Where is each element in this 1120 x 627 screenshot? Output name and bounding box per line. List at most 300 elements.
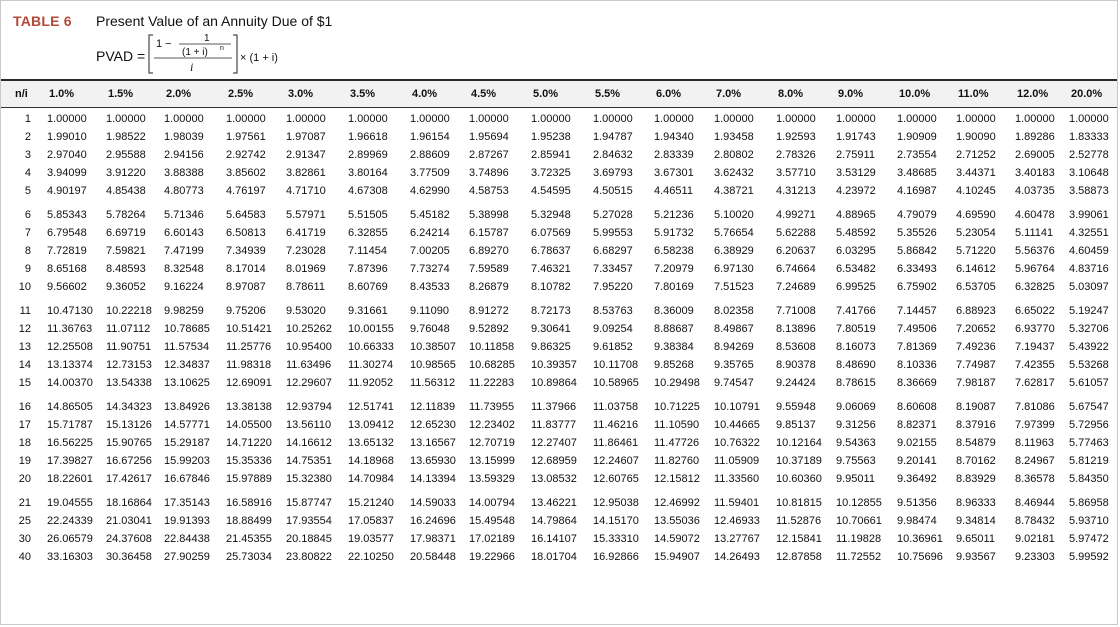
pv-cell: 14.70984 bbox=[348, 473, 394, 485]
pv-cell: 11.57534 bbox=[164, 341, 210, 353]
pv-cell: 5.93710 bbox=[1069, 515, 1109, 527]
header-rate-col: 7.0% bbox=[716, 88, 742, 100]
pv-cell: 1.99010 bbox=[47, 131, 87, 143]
period-cell: 12 bbox=[18, 323, 31, 335]
pv-cell: 11.07112 bbox=[106, 323, 151, 335]
pv-cell: 15.29187 bbox=[164, 437, 210, 449]
pv-cell: 8.72173 bbox=[531, 305, 571, 317]
header-rate-col: 11.0% bbox=[958, 88, 989, 100]
pv-cell: 5.91732 bbox=[654, 227, 694, 239]
pv-cell: 2.80802 bbox=[714, 149, 754, 161]
pv-cell: 7.19437 bbox=[1015, 341, 1055, 353]
pv-cell: 10.00155 bbox=[348, 323, 394, 335]
pv-cell: 23.80822 bbox=[286, 551, 332, 563]
pv-cell: 8.36669 bbox=[897, 377, 937, 389]
pvad-formula bbox=[96, 31, 296, 80]
pv-cell: 13.84926 bbox=[164, 401, 210, 413]
pv-cell: 8.53608 bbox=[776, 341, 816, 353]
pv-cell: 25.73034 bbox=[226, 551, 272, 563]
pv-cell: 11.19828 bbox=[836, 533, 882, 545]
pv-cell: 5.27028 bbox=[593, 209, 633, 221]
table-row bbox=[1, 225, 1119, 243]
pv-cell: 10.75696 bbox=[897, 551, 943, 563]
pv-cell: 6.14612 bbox=[956, 263, 996, 275]
pv-cell: 5.78264 bbox=[106, 209, 146, 221]
pv-cell: 7.42355 bbox=[1015, 359, 1055, 371]
pv-cell: 3.88388 bbox=[164, 167, 204, 179]
pv-cell: 19.91393 bbox=[164, 515, 210, 527]
pv-cell: 21.45355 bbox=[226, 533, 272, 545]
pv-cell: 10.66333 bbox=[348, 341, 394, 353]
pv-cell: 8.10336 bbox=[897, 359, 937, 371]
period-cell: 4 bbox=[24, 167, 31, 179]
pv-cell: 8.19087 bbox=[956, 401, 996, 413]
pv-cell: 10.95400 bbox=[286, 341, 332, 353]
header-rate-col: 3.5% bbox=[350, 88, 376, 100]
table-row bbox=[1, 279, 1119, 297]
period-cell: 10 bbox=[18, 281, 31, 293]
pv-cell: 1.00000 bbox=[47, 113, 87, 125]
pv-cell: 9.34814 bbox=[956, 515, 996, 527]
pv-cell: 22.84438 bbox=[164, 533, 210, 545]
table-row bbox=[1, 111, 1119, 129]
pv-cell: 2.89969 bbox=[348, 149, 388, 161]
pv-cell: 15.90765 bbox=[106, 437, 152, 449]
pv-cell: 10.44665 bbox=[714, 419, 760, 431]
period-cell: 40 bbox=[18, 551, 31, 563]
pv-cell: 15.32380 bbox=[286, 473, 332, 485]
pv-cell: 2.95588 bbox=[106, 149, 146, 161]
formula-one-minus: 1 − bbox=[156, 38, 172, 50]
pv-cell: 7.20979 bbox=[654, 263, 694, 275]
pv-cell: 11.73955 bbox=[469, 401, 515, 413]
pv-cell: 5.84350 bbox=[1069, 473, 1109, 485]
pv-cell: 12.93794 bbox=[286, 401, 332, 413]
pv-cell: 10.81815 bbox=[776, 497, 822, 509]
pv-cell: 4.38721 bbox=[714, 185, 754, 197]
table-row bbox=[1, 549, 1119, 567]
pv-cell: 6.78637 bbox=[531, 245, 571, 257]
pv-cell: 3.67301 bbox=[654, 167, 694, 179]
pv-cell: 13.27767 bbox=[714, 533, 760, 545]
table-row bbox=[1, 435, 1119, 453]
pv-cell: 6.41719 bbox=[286, 227, 326, 239]
period-cell: 3 bbox=[24, 149, 31, 161]
pv-cell: 1.00000 bbox=[1069, 113, 1109, 125]
right-bracket bbox=[233, 35, 237, 73]
pv-cell: 8.24967 bbox=[1015, 455, 1055, 467]
pv-cell: 8.96333 bbox=[956, 497, 996, 509]
pv-cell: 1.00000 bbox=[654, 113, 694, 125]
pv-cell: 24.37608 bbox=[106, 533, 152, 545]
pv-cell: 12.51741 bbox=[348, 401, 394, 413]
pv-cell: 10.89864 bbox=[531, 377, 577, 389]
pv-cell: 9.35765 bbox=[714, 359, 754, 371]
pv-cell: 10.38507 bbox=[410, 341, 456, 353]
pv-cell: 5.64583 bbox=[226, 209, 266, 221]
pv-cell: 10.11708 bbox=[593, 359, 639, 371]
pv-cell: 5.38998 bbox=[469, 209, 509, 221]
pv-cell: 10.11858 bbox=[469, 341, 515, 353]
pv-cell: 5.48592 bbox=[836, 227, 876, 239]
pv-cell: 5.11141 bbox=[1015, 227, 1054, 239]
pv-cell: 9.24424 bbox=[776, 377, 816, 389]
pv-cell: 15.71787 bbox=[47, 419, 93, 431]
table-row bbox=[1, 399, 1119, 417]
formula-exponent: n bbox=[220, 45, 224, 52]
header-rate-col: 8.0% bbox=[778, 88, 804, 100]
pv-cell: 1.92593 bbox=[776, 131, 816, 143]
pv-cell: 5.57971 bbox=[286, 209, 326, 221]
header-rate-col: 10.0% bbox=[899, 88, 931, 100]
pv-cell: 15.87747 bbox=[286, 497, 332, 509]
header-rate-col: 5.0% bbox=[533, 88, 559, 100]
pv-cell: 11.33560 bbox=[714, 473, 760, 485]
pv-cell: 5.85343 bbox=[47, 209, 87, 221]
pv-cell: 13.46221 bbox=[531, 497, 577, 509]
pv-cell: 7.23028 bbox=[286, 245, 326, 257]
pv-cell: 17.98371 bbox=[410, 533, 456, 545]
pv-cell: 9.51356 bbox=[897, 497, 937, 509]
pv-cell: 7.47199 bbox=[164, 245, 204, 257]
pv-cell: 6.50813 bbox=[226, 227, 266, 239]
pv-cell: 10.98565 bbox=[410, 359, 456, 371]
pv-cell: 7.51523 bbox=[714, 281, 754, 293]
pv-cell: 7.80519 bbox=[836, 323, 876, 335]
pv-cell: 1.00000 bbox=[469, 113, 509, 125]
pv-cell: 5.86842 bbox=[897, 245, 937, 257]
pv-cell: 6.20637 bbox=[776, 245, 816, 257]
pv-cell: 10.39357 bbox=[531, 359, 577, 371]
table-row bbox=[1, 303, 1119, 321]
pv-cell: 9.98474 bbox=[897, 515, 937, 527]
pv-cell: 1.00000 bbox=[410, 113, 450, 125]
formula-graphic bbox=[96, 31, 296, 77]
pv-cell: 20.18845 bbox=[286, 533, 332, 545]
left-bracket bbox=[149, 35, 153, 73]
pv-cell: 9.85268 bbox=[654, 359, 694, 371]
pv-cell: 13.15999 bbox=[469, 455, 515, 467]
pv-cell: 9.02181 bbox=[1015, 533, 1055, 545]
pv-cell: 3.94099 bbox=[47, 167, 87, 179]
pv-cell: 8.10782 bbox=[531, 281, 571, 293]
pv-cell: 22.10250 bbox=[348, 551, 394, 563]
pv-cell: 3.44371 bbox=[956, 167, 996, 179]
pv-cell: 3.58873 bbox=[1069, 185, 1109, 197]
pv-cell: 17.05837 bbox=[348, 515, 394, 527]
pv-cell: 5.86958 bbox=[1069, 497, 1109, 509]
pv-cell: 5.71220 bbox=[956, 245, 996, 257]
header-rate-col: 12.0% bbox=[1017, 88, 1049, 100]
period-cell: 13 bbox=[18, 341, 31, 353]
pv-cell: 7.20652 bbox=[956, 323, 996, 335]
pv-cell: 6.24214 bbox=[410, 227, 450, 239]
pv-cell: 1.95238 bbox=[531, 131, 571, 143]
header-rate-col: 5.5% bbox=[595, 88, 621, 100]
formula-multiplier: × (1 + i) bbox=[240, 52, 278, 64]
pv-cell: 12.87858 bbox=[776, 551, 822, 563]
pv-cell: 14.05500 bbox=[226, 419, 272, 431]
pv-cell: 11.05909 bbox=[714, 455, 760, 467]
table-row bbox=[1, 261, 1119, 279]
pv-cell: 6.93770 bbox=[1015, 323, 1055, 335]
table-row bbox=[1, 513, 1119, 531]
pv-cell: 3.10648 bbox=[1069, 167, 1109, 179]
pv-cell: 14.71220 bbox=[226, 437, 272, 449]
pv-cell: 7.49506 bbox=[897, 323, 937, 335]
pv-cell: 6.53705 bbox=[956, 281, 996, 293]
pv-cell: 1.98039 bbox=[164, 131, 204, 143]
pv-cell: 10.71225 bbox=[654, 401, 700, 413]
pv-cell: 8.48593 bbox=[106, 263, 146, 275]
pv-cell: 9.55948 bbox=[776, 401, 816, 413]
pv-cell: 8.37916 bbox=[956, 419, 996, 431]
pv-cell: 10.70661 bbox=[836, 515, 882, 527]
pv-cell: 13.16567 bbox=[410, 437, 456, 449]
pv-cell: 4.69590 bbox=[956, 209, 996, 221]
pv-cell: 7.46321 bbox=[531, 263, 571, 275]
pv-cell: 9.06069 bbox=[836, 401, 876, 413]
pv-cell: 14.75351 bbox=[286, 455, 332, 467]
header-rate-col: 1.0% bbox=[49, 88, 75, 100]
pv-cell: 9.85137 bbox=[776, 419, 816, 431]
pv-cell: 12.27407 bbox=[531, 437, 577, 449]
pv-cell: 8.46944 bbox=[1015, 497, 1055, 509]
pv-cell: 3.69793 bbox=[593, 167, 633, 179]
pv-cell: 17.02189 bbox=[469, 533, 515, 545]
pv-cell: 5.96764 bbox=[1015, 263, 1055, 275]
pv-cell: 8.13896 bbox=[776, 323, 816, 335]
pv-cell: 12.65230 bbox=[410, 419, 456, 431]
table-row bbox=[1, 129, 1119, 147]
pv-cell: 4.62990 bbox=[410, 185, 450, 197]
pv-cell: 4.16987 bbox=[897, 185, 937, 197]
pv-cell: 1.89286 bbox=[1015, 131, 1055, 143]
pv-cell: 10.25262 bbox=[286, 323, 332, 335]
pv-cell: 17.35143 bbox=[164, 497, 210, 509]
pv-cell: 12.69091 bbox=[226, 377, 272, 389]
pv-cell: 10.68285 bbox=[469, 359, 515, 371]
pv-cell: 4.31213 bbox=[776, 185, 816, 197]
pv-cell: 8.32548 bbox=[164, 263, 204, 275]
pv-cell: 3.85602 bbox=[226, 167, 266, 179]
pv-cell: 5.99553 bbox=[593, 227, 633, 239]
pv-cell: 9.31256 bbox=[836, 419, 876, 431]
pv-cell: 14.16612 bbox=[286, 437, 332, 449]
pv-cell: 8.65168 bbox=[47, 263, 87, 275]
pv-cell: 16.58916 bbox=[226, 497, 272, 509]
pv-cell: 9.20141 bbox=[897, 455, 937, 467]
pv-cell: 14.86505 bbox=[47, 401, 93, 413]
pv-cell: 11.92052 bbox=[348, 377, 394, 389]
pv-cell: 8.17014 bbox=[226, 263, 266, 275]
pv-cell: 5.21236 bbox=[654, 209, 694, 221]
pv-cell: 12.15841 bbox=[776, 533, 822, 545]
pv-cell: 1.98522 bbox=[106, 131, 146, 143]
pv-cell: 2.87267 bbox=[469, 149, 509, 161]
pv-cell: 13.65132 bbox=[348, 437, 394, 449]
pv-cell: 15.49548 bbox=[469, 515, 515, 527]
pv-cell: 12.95038 bbox=[593, 497, 639, 509]
pv-cell: 5.97472 bbox=[1069, 533, 1109, 545]
pv-cell: 8.78611 bbox=[286, 281, 325, 293]
pv-cell: 1.00000 bbox=[226, 113, 266, 125]
pv-cell: 2.88609 bbox=[410, 149, 450, 161]
pv-cell: 9.38384 bbox=[654, 341, 694, 353]
pv-cell: 14.57771 bbox=[164, 419, 210, 431]
pv-cell: 1.90909 bbox=[897, 131, 937, 143]
table-row bbox=[1, 207, 1119, 225]
period-cell: 7 bbox=[24, 227, 31, 239]
pv-cell: 1.97087 bbox=[286, 131, 326, 143]
pv-cell: 7.59589 bbox=[469, 263, 509, 275]
pv-cell: 9.16224 bbox=[164, 281, 204, 293]
pv-cell: 9.36052 bbox=[106, 281, 146, 293]
pv-cell: 9.11090 bbox=[410, 305, 449, 317]
pv-cell: 9.53020 bbox=[286, 305, 326, 317]
pv-cell: 8.49867 bbox=[714, 323, 754, 335]
pv-cell: 11.72552 bbox=[836, 551, 882, 563]
table-row bbox=[1, 357, 1119, 375]
pv-cell: 6.79548 bbox=[47, 227, 87, 239]
pv-cell: 7.59821 bbox=[106, 245, 146, 257]
pv-cell: 13.10625 bbox=[164, 377, 210, 389]
pv-cell: 18.01704 bbox=[531, 551, 577, 563]
pv-cell: 26.06579 bbox=[47, 533, 93, 545]
pv-cell: 16.92866 bbox=[593, 551, 639, 563]
pv-cell: 14.00794 bbox=[469, 497, 515, 509]
header-rate-col: 2.5% bbox=[228, 88, 254, 100]
pv-cell: 4.10245 bbox=[956, 185, 996, 197]
pv-cell: 8.88687 bbox=[654, 323, 694, 335]
pv-cell: 5.35526 bbox=[897, 227, 937, 239]
pv-cell: 8.11963 bbox=[1015, 437, 1054, 449]
pv-cell: 2.84632 bbox=[593, 149, 633, 161]
pv-cell: 3.40183 bbox=[1015, 167, 1055, 179]
pv-cell: 11.03758 bbox=[593, 401, 639, 413]
pv-cell: 3.72325 bbox=[531, 167, 571, 179]
pv-cell: 4.67308 bbox=[348, 185, 388, 197]
pv-cell: 3.48685 bbox=[897, 167, 937, 179]
pv-cell: 15.13126 bbox=[106, 419, 152, 431]
pv-cell: 11.22283 bbox=[469, 377, 515, 389]
header-rate-col: 4.0% bbox=[412, 88, 438, 100]
pv-cell: 2.92742 bbox=[226, 149, 266, 161]
pv-cell: 11.86461 bbox=[593, 437, 639, 449]
pv-cell: 2.91347 bbox=[286, 149, 326, 161]
pv-cell: 12.46933 bbox=[714, 515, 760, 527]
pv-cell: 11.10590 bbox=[654, 419, 700, 431]
pv-cell: 5.32948 bbox=[531, 209, 571, 221]
period-cell: 2 bbox=[24, 131, 31, 143]
pv-cell: 8.26879 bbox=[469, 281, 509, 293]
pv-cell: 12.29607 bbox=[286, 377, 332, 389]
period-cell: 21 bbox=[18, 497, 31, 509]
pv-cell: 1.00000 bbox=[1015, 113, 1055, 125]
pv-cell: 4.60459 bbox=[1069, 245, 1109, 257]
table-row bbox=[1, 531, 1119, 549]
pv-cell: 16.67256 bbox=[106, 455, 152, 467]
period-cell: 6 bbox=[24, 209, 31, 221]
pv-cell: 8.91272 bbox=[469, 305, 509, 317]
pv-cell: 10.58965 bbox=[593, 377, 639, 389]
pv-cell: 15.97889 bbox=[226, 473, 272, 485]
pv-cell: 3.74896 bbox=[469, 167, 509, 179]
pv-cell: 12.68959 bbox=[531, 455, 577, 467]
pv-cell: 6.60143 bbox=[164, 227, 204, 239]
pv-cell: 8.70162 bbox=[956, 455, 996, 467]
pv-cell: 10.78685 bbox=[164, 323, 210, 335]
pv-cell: 10.12855 bbox=[836, 497, 882, 509]
pv-cell: 8.97087 bbox=[226, 281, 266, 293]
pv-cell: 17.93554 bbox=[286, 515, 332, 527]
pv-cell: 7.98187 bbox=[956, 377, 996, 389]
pv-cell: 14.79864 bbox=[531, 515, 577, 527]
pv-cell: 9.98259 bbox=[164, 305, 204, 317]
pv-cell: 16.24696 bbox=[410, 515, 456, 527]
pv-cell: 2.75911 bbox=[836, 149, 875, 161]
pv-cell: 4.23972 bbox=[836, 185, 876, 197]
pv-cell: 2.73554 bbox=[897, 149, 937, 161]
pv-cell: 4.54595 bbox=[531, 185, 571, 197]
pv-cell: 11.63496 bbox=[286, 359, 332, 371]
pv-cell: 13.54338 bbox=[106, 377, 152, 389]
pv-cell: 14.26493 bbox=[714, 551, 760, 563]
pv-cell: 8.60769 bbox=[348, 281, 388, 293]
pv-cell: 5.53268 bbox=[1069, 359, 1109, 371]
pv-cell: 11.30274 bbox=[348, 359, 394, 371]
pv-cell: 4.03735 bbox=[1015, 185, 1055, 197]
pv-cell: 3.57710 bbox=[776, 167, 816, 179]
pv-cell: 4.83716 bbox=[1069, 263, 1109, 275]
pv-cell: 6.07569 bbox=[531, 227, 571, 239]
pv-cell: 1.00000 bbox=[776, 113, 816, 125]
pv-cell: 9.54363 bbox=[836, 437, 876, 449]
pv-cell: 1.93458 bbox=[714, 131, 754, 143]
pv-cell: 1.90090 bbox=[956, 131, 996, 143]
pv-cell: 14.15170 bbox=[593, 515, 639, 527]
pv-cell: 9.52892 bbox=[469, 323, 509, 335]
period-cell: 19 bbox=[18, 455, 31, 467]
period-cell: 5 bbox=[24, 185, 31, 197]
table-row bbox=[1, 183, 1119, 201]
pv-cell: 1.00000 bbox=[714, 113, 754, 125]
pv-cell: 7.87396 bbox=[348, 263, 388, 275]
pv-cell: 1.00000 bbox=[956, 113, 996, 125]
pv-cell: 17.42617 bbox=[106, 473, 152, 485]
pv-cell: 16.14107 bbox=[531, 533, 577, 545]
pv-cell: 11.82760 bbox=[654, 455, 700, 467]
pv-cell: 13.38138 bbox=[226, 401, 272, 413]
table-row bbox=[1, 339, 1119, 357]
pv-cell: 5.45182 bbox=[410, 209, 450, 221]
pv-cell: 7.24689 bbox=[776, 281, 816, 293]
pv-cell: 10.37189 bbox=[776, 455, 822, 467]
pv-cell: 8.82371 bbox=[897, 419, 937, 431]
pv-cell: 4.79079 bbox=[897, 209, 937, 221]
pv-cell: 6.97130 bbox=[714, 263, 754, 275]
pv-cell: 12.24607 bbox=[593, 455, 639, 467]
pv-cell: 11.98318 bbox=[226, 359, 272, 371]
pv-cell: 12.34837 bbox=[164, 359, 210, 371]
pv-cell: 14.13394 bbox=[410, 473, 456, 485]
pv-cell: 10.47130 bbox=[47, 305, 93, 317]
pv-cell: 8.36009 bbox=[654, 305, 694, 317]
pv-cell: 7.41766 bbox=[836, 305, 876, 317]
pv-cell: 15.33310 bbox=[593, 533, 639, 545]
pv-cell: 7.71008 bbox=[776, 305, 816, 317]
pv-cell: 1.00000 bbox=[164, 113, 204, 125]
